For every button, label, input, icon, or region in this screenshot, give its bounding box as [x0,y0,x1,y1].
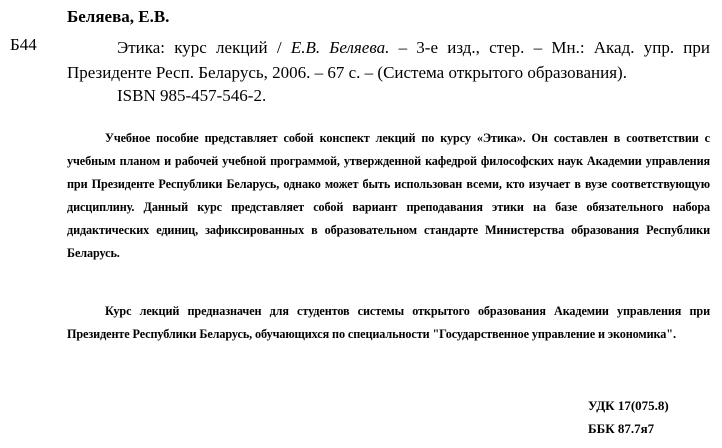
abstract-text-2: Курс лекций предназначен для студентов системы открытого образования Академии управления при Президенте Республики Беларусь, обучающихся по специальности "Государственное управление и экономика". [67,304,710,341]
book-title: Этика: курс лекций / [117,38,291,57]
abstract-paragraph-1 [67,127,710,265]
bibliographic-description [67,35,710,85]
abstract-text-1: Учебное пособие представляет собой конспект лекций по курсу «Этика». Он составлен в соответствии с учебным планом и рабочей учебной программой, утвержденной кафедрой философских наук Академии управления при Президенте Республики Беларусь, однако может быть использован всеми, кто изучает в вузе соответствующую дисциплину. Данный курс представляет собой вариант преподавания этики на базе обязательного набора дидактических единиц, зафиксированных в образовательном стандарте Министерства образования Республики Беларусь. [67,131,710,260]
isbn: ISBN 985-457-546-2. [117,86,267,105]
udc-index: УДК 17(075.8) [588,398,669,413]
edition-publication-info: – 3-е изд., стер. – Мн.: Акад. упр. при Президенте Респ. Беларусь, 2006. – 67 с. – (Система открытого образования). [67,38,710,82]
bbk-index: ББК 87.7я7 [588,421,655,436]
statement-of-responsibility: Е.В. Беляева. [290,38,390,57]
author-heading: Беляева, Е.В. [67,7,170,26]
description-body [67,35,710,85]
author-mark: Б44 [10,35,37,54]
abstract-paragraph-2 [67,300,710,346]
